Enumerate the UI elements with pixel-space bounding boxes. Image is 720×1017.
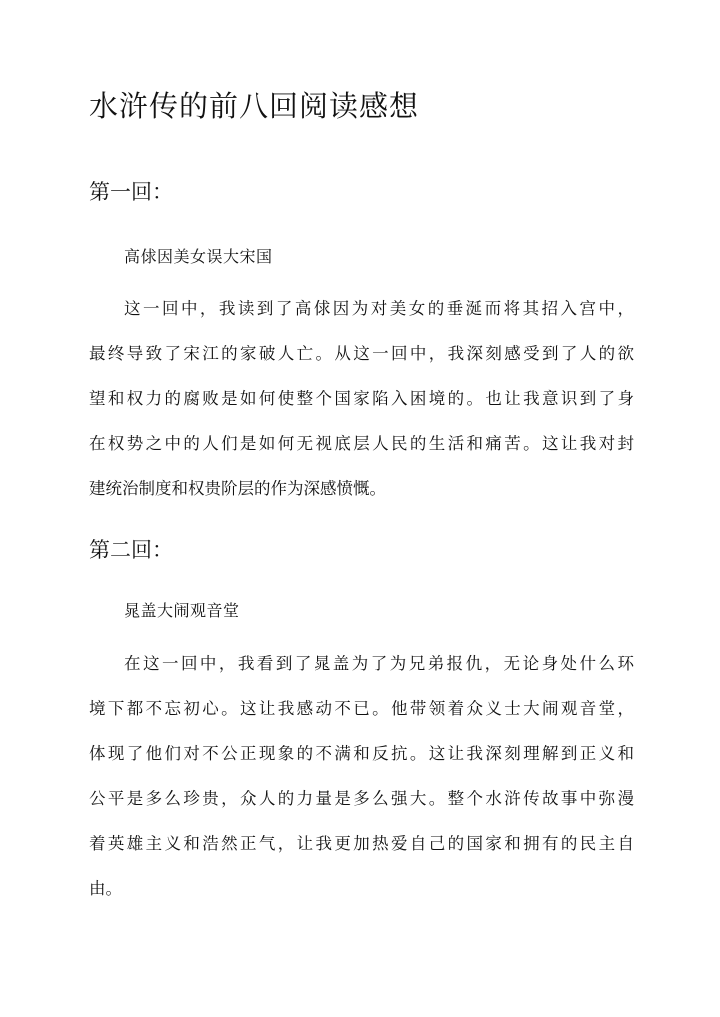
document-title: 水浒传的前八回阅读感想: [89, 89, 420, 123]
paragraph-1: [89, 298, 634, 523]
paragraph-line: 体现了他们对不公正现象的不满和反抗。这让我深刻理解到正义和: [89, 744, 634, 763]
section-heading-1: 第一回：: [89, 180, 173, 204]
paragraph-line: 在权势之中的人们是如何无视底层人民的生活和痛苦。这让我对封: [89, 434, 634, 453]
paragraph-line: 公平是多么珍贵，众人的力量是多么强大。整个水浒传故事中弥漫: [89, 789, 634, 808]
paragraph-line: 望和权力的腐败是如何使整个国家陷入困境的。也让我意识到了身: [89, 389, 634, 408]
chapter-title-1: 高俅因美女误大宋国: [124, 247, 273, 266]
paragraph-line: 由。: [89, 879, 122, 898]
paragraph-line: 建统治制度和权贵阶层的作为深感愤慨。: [89, 479, 386, 498]
section-heading-2: 第二回：: [89, 538, 173, 562]
paragraph-line: 最终导致了宋江的家破人亡。从这一回中，我深刻感受到了人的欲: [89, 344, 634, 363]
paragraph-2: [89, 653, 634, 923]
paragraph-line: 在这一回中，我看到了晁盖为了为兄弟报仇，无论身处什么环: [124, 654, 634, 673]
chapter-title-2: 晁盖大闹观音堂: [124, 601, 240, 620]
paragraph-line: 这一回中，我读到了高俅因为对美女的垂涎而将其招入宫中，: [124, 299, 634, 318]
paragraph-line: 境下都不忘初心。这让我感动不已。他带领着众义士大闹观音堂，: [89, 699, 634, 718]
paragraph-line: 着英雄主义和浩然正气，让我更加热爱自己的国家和拥有的民主自: [89, 834, 634, 853]
